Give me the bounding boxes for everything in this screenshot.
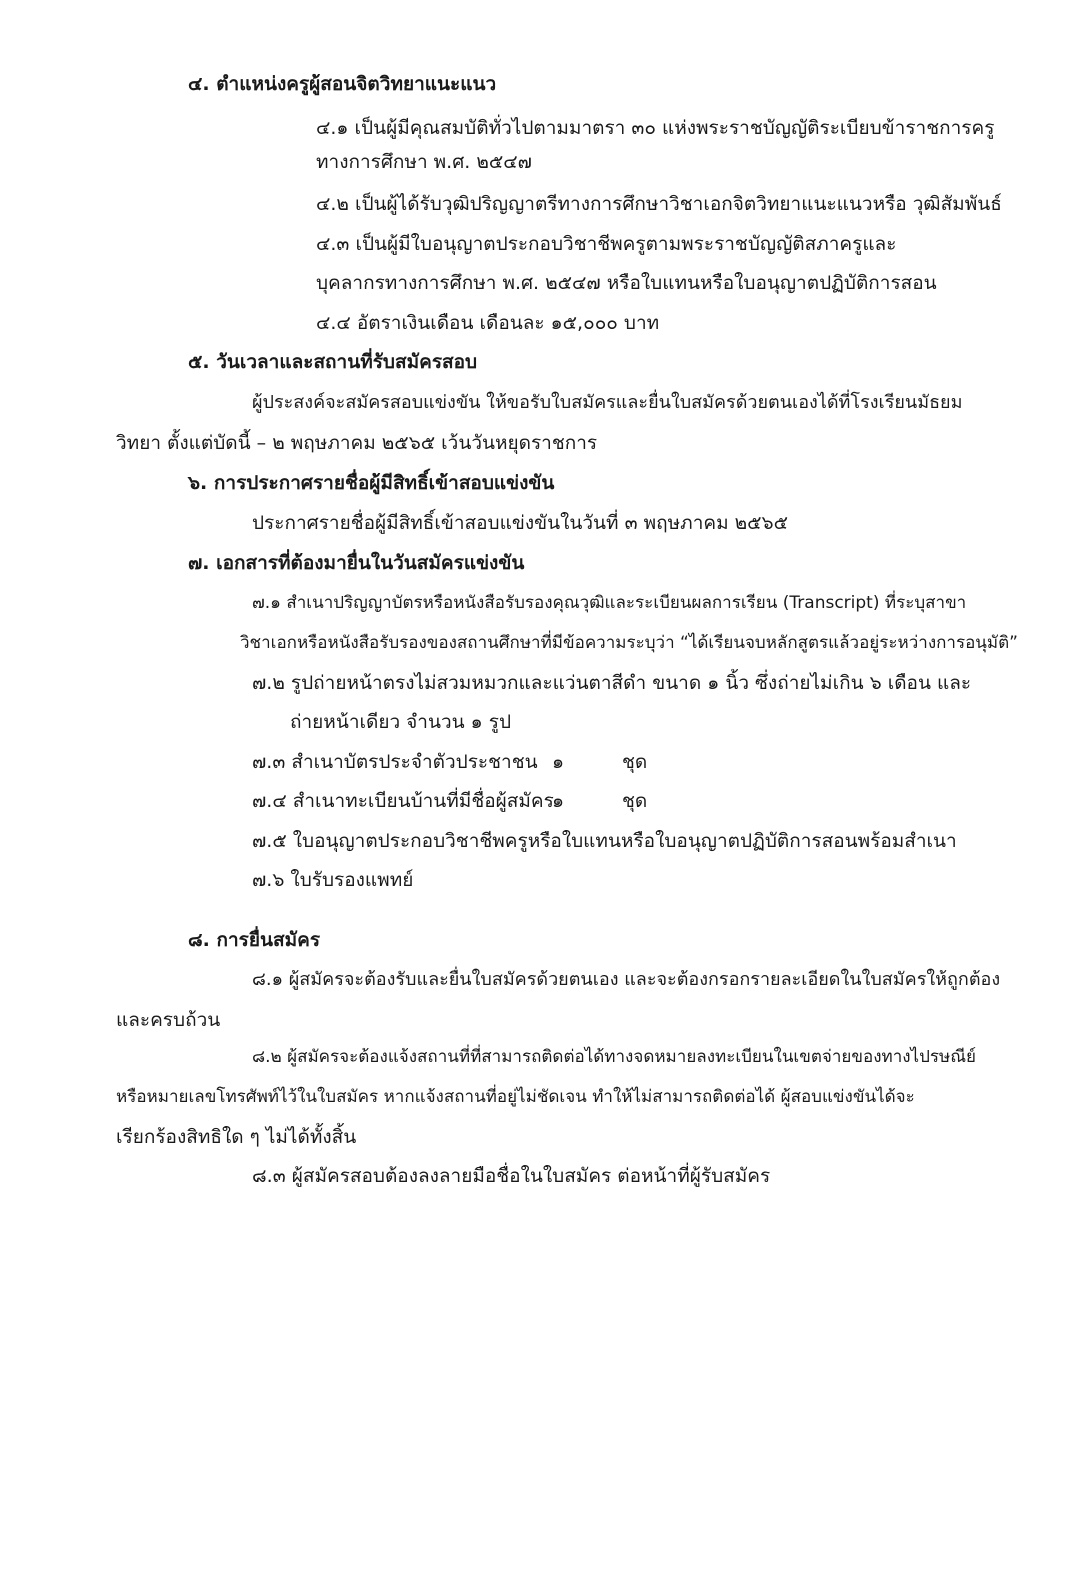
section-4-line-2: ทางการศึกษา พ.ศ. ๒๕๔๗ xyxy=(316,151,532,173)
section-7-line-5: ๗.๕ ใบอนุญาตประกอบวิชาชีพครูหรือใบแทนหรือใบอนุญาตปฏิบัติการสอนพร้อมสำเนา xyxy=(252,830,957,852)
doc-unit: ชุด xyxy=(622,751,648,773)
section-4-line-3: ๔.๒ เป็นผู้ได้รับวุฒิปริญญาตรีทางการศึกษาวิชาเอกจิตวิทยาแนะแนวหรือ วุฒิสัมพันธ์ xyxy=(316,193,1002,215)
section-5-line-1: ผู้ประสงค์จะสมัครสอบแข่งขัน ให้ขอรับใบสมัครและยื่นใบสมัครด้วยตนเองได้ที่โรงเรียนมัธยม xyxy=(252,392,963,413)
section-7-line-1: ๗.๑ สำเนาปริญญาบัตรหรือหนังสือรับรองคุณวุฒิและระเบียนผลการเรียน (Transcript) ที่ระบุสาขา xyxy=(252,593,967,613)
doc-qty: ๑ xyxy=(552,790,565,812)
section-4-heading: ๔. ตำแหน่งครูผู้สอนจิตวิทยาแนะแนว xyxy=(188,73,497,95)
doc-unit: ชุด xyxy=(622,790,648,812)
section-5-heading: ๕. วันเวลาและสถานที่รับสมัครสอบ xyxy=(188,351,478,373)
document-list-row xyxy=(252,752,682,774)
doc-item: ๗.๓ สำเนาบัตรประจำตัวประชาชน xyxy=(252,751,538,773)
section-7-line-6: ๗.๖ ใบรับรองแพทย์ xyxy=(252,869,414,891)
section-7-line-4: ถ่ายหน้าเดียว จำนวน ๑ รูป xyxy=(290,711,512,733)
section-7-line-2: วิชาเอกหรือหนังสือรับรองของสถานศึกษาที่มีข้อความระบุว่า “ได้เรียนจบหลักสูตรแล้วอยู่ระหว่างการอนุมัติ” xyxy=(240,633,1018,653)
section-8-line-3: ๘.๒ ผู้สมัครจะต้องแจ้งสถานที่ที่สามารถติดต่อได้ทางจดหมายลงทะเบียนในเขตจ่ายของทางไปรษณีย์ xyxy=(252,1047,976,1067)
section-6-line-1: ประกาศรายชื่อผู้มีสิทธิ์เข้าสอบแข่งขันในวันที่ ๓ พฤษภาคม ๒๕๖๕ xyxy=(252,512,788,534)
section-6-heading: ๖. การประกาศรายชื่อผู้มีสิทธิ์เข้าสอบแข่งขัน xyxy=(188,472,555,494)
section-8-heading: ๘. การยื่นสมัคร xyxy=(188,929,321,951)
section-4-line-1: ๔.๑ เป็นผู้มีคุณสมบัติทั่วไปตามมาตรา ๓๐ แห่งพระราชบัญญัติระเบียบข้าราชการครู xyxy=(316,117,995,139)
section-4-line-5: บุคลากรทางการศึกษา พ.ศ. ๒๕๔๗ หรือใบแทนหรือใบอนุญาตปฏิบัติการสอน xyxy=(316,272,937,294)
doc-item: ๗.๔ สำเนาทะเบียนบ้านที่มีชื่อผู้สมัคร xyxy=(252,790,554,812)
document-list-row xyxy=(252,791,682,813)
section-8-line-6: ๘.๓ ผู้สมัครสอบต้องลงลายมือชื่อในใบสมัคร ต่อหน้าที่ผู้รับสมัคร xyxy=(252,1165,771,1187)
section-7-heading: ๗. เอกสารที่ต้องมายื่นในวันสมัครแข่งขัน xyxy=(188,552,525,574)
section-4-line-6: ๔.๔ อัตราเงินเดือน เดือนละ ๑๕,๐๐๐ บาท xyxy=(316,312,660,334)
section-8-line-4: หรือหมายเลขโทรศัพท์ไว้ในใบสมัคร หากแจ้งสถานที่อยู่ไม่ชัดเจน ทำให้ไม่สามารถติดต่อได้ ผู้สอบแข่งขันได้จะ xyxy=(116,1087,915,1107)
section-8-line-2: และครบถ้วน xyxy=(116,1009,221,1031)
section-4-line-4: ๔.๓ เป็นผู้มีใบอนุญาตประกอบวิชาชีพครูตามพระราชบัญญัติสภาครูและ xyxy=(316,233,897,255)
section-5-line-2: วิทยา ตั้งแต่บัดนี้ – ๒ พฤษภาคม ๒๕๖๕ เว้นวันหยุดราชการ xyxy=(116,432,598,454)
doc-qty: ๑ xyxy=(552,751,565,773)
section-8-line-5: เรียกร้องสิทธิใด ๆ ไม่ได้ทั้งสิ้น xyxy=(116,1126,357,1148)
section-8-line-1: ๘.๑ ผู้สมัครจะต้องรับและยื่นใบสมัครด้วยตนเอง และจะต้องกรอกรายละเอียดในใบสมัครให้ถูกต้อง xyxy=(252,969,1001,990)
section-7-line-3: ๗.๒ รูปถ่ายหน้าตรงไม่สวมหมวกและแว่นตาสีดำ ขนาด ๑ นิ้ว ซึ่งถ่ายไม่เกิน ๖ เดือน และ xyxy=(252,672,972,694)
